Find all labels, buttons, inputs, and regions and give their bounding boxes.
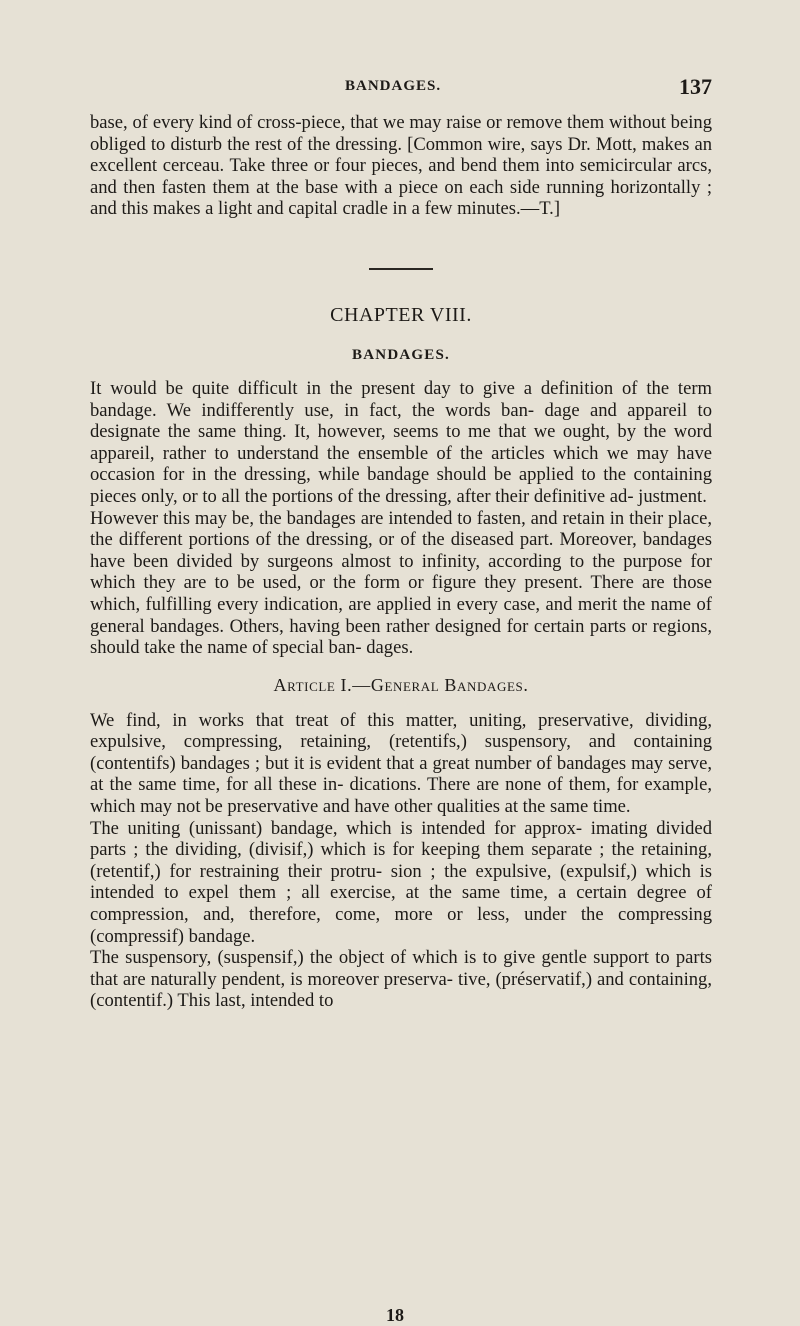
chapter-title: CHAPTER VIII. [330,303,472,326]
section-divider [369,268,433,270]
running-head: BANDAGES. [345,78,442,94]
body-paragraph-3: We find, in works that treat of this matter, uniting, preservative, dividing, expulsive, compressing, retaining, (retentifs,) suspensory, and containing (contentifs) bandages ; but it is evident that a great number of bandages may serve, at the same time, for all these in- dications. There are none of them, for example, which may not be preservative and have other qualities at the same time. [90,709,712,818]
body-paragraph-1: It would be quite difficult in the present day to give a definition of the term bandage. We indifferently use, in fact, the words ban- dage and appareil to designate the same thing. It, however, seems to me that we ought, by the word appareil, rather to understand the ensemble of the articles which we may have occasion for in the dressing, while bandage should be applied to the containing pieces only, or to all the portions of the dressing, after their definitive ad- justment. [90,377,712,507]
chapter-subtitle: BANDAGES. [352,346,450,363]
page-number: 137 [679,74,712,99]
text-block [90,112,712,1012]
page-header [90,74,712,108]
body-paragraph-5: The suspensory, (suspensif,) the object of which is to give gentle support to parts that are naturally pendent, is moreover preserva- tive, (préservatif,) and containing, (contentif.) This last, intended to [90,947,712,1012]
body-paragraph-2: However this may be, the bandages are intended to fasten, and retain in their place, the different portions of the dressing, or of the diseased part. Moreover, bandages have been divided by surgeons almost to infinity, according to the purpose for which they are to be used, or the form or figure they present. There are those which, fulfilling every indication, are applied in every case, and merit the name of general bandages. Others, having been rather designed for certain parts or regions, should take the name of special ban- dages. [90,507,712,659]
article-heading: Article I.—General Bandages. [273,674,529,695]
signature-mark: 18 [386,1305,404,1325]
body-paragraph-4: The uniting (unissant) bandage, which is intended for approx- imating divided parts ; the dividing, (divisif,) which is for keeping them separate ; the retaining, (retentif,) for restraining their protru- sion ; the expulsive, (expulsif,) which is intended to expel them ; all exercise, at the same time, a certain degree of compression, and, therefore, come, more or less, under the compressing (compressif) bandage. [90,817,712,947]
intro-paragraph: base, of every kind of cross-piece, that we may raise or remove them without being obliged to disturb the rest of the dressing. [Common wire, says Dr. Mott, makes an excellent cerceau. Take three or four pieces, and bend them into semicircular arcs, and then fasten them at the base with a piece on each side running horizontally ; and this makes a light and capital cradle in a few minutes.—T.] [90,112,712,220]
